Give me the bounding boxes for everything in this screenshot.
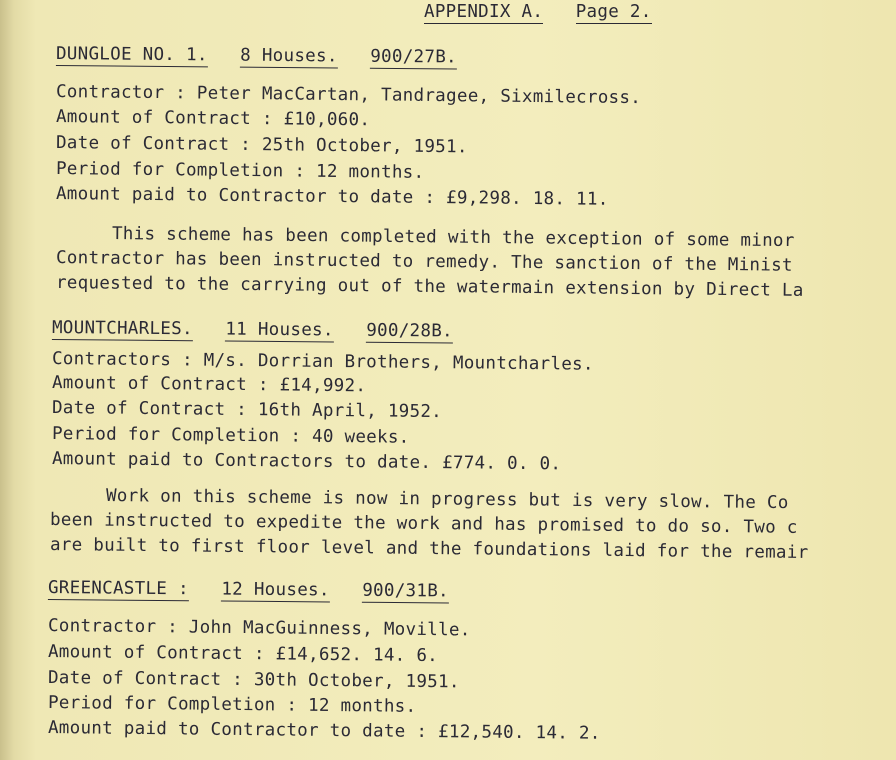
field-period: Period for Completion : 12 months.: [55, 159, 425, 183]
section-houses: 8 Houses.: [240, 45, 338, 67]
field-date: Date of Contract : 16th April, 1952.: [51, 398, 443, 423]
paragraph-line: Work on this scheme is now in progress but is very slow. The Co: [105, 486, 789, 514]
section-ref: 900/27B.: [370, 46, 458, 68]
field-contractor: Contractor : John MacGuinness, Moville.: [47, 616, 471, 641]
field-contractor: Contractor : Peter MacCartan, Tandragee, Sixmilecross.: [55, 82, 642, 109]
page-number: Page 2.: [575, 2, 652, 22]
field-contractor: Contractors : M/s. Dorrian Brothers, Mountcharles.: [51, 349, 594, 375]
field-period: Period for Completion : 12 months.: [47, 693, 417, 717]
paragraph-line: requested to the carrying out of the watermain extension by Direct La: [55, 273, 804, 301]
section-houses: 12 Houses.: [221, 579, 330, 601]
section-heading-dungloe: [56, 44, 457, 67]
section-name: DUNGLOE NO. 1.: [55, 44, 208, 66]
section-heading-greencastle: [48, 578, 449, 601]
section-name: MOUNTCHARLES.: [51, 318, 193, 340]
paragraph-line: been instructed to expedite the work and has promised to do so. Two c: [49, 510, 798, 538]
appendix-header: [424, 2, 652, 22]
paragraph-line: Contractor has been instructed to remedy. The sanction of the Minist: [55, 248, 793, 276]
field-amount: Amount of Contract : £14,652. 14. 6.: [47, 642, 439, 667]
section-ref: 900/28B.: [366, 320, 454, 342]
paragraph-line: This scheme has been completed with the exception of some minor: [111, 224, 795, 252]
field-paid: Amount paid to Contractor to date : £9,298. 18. 11.: [55, 184, 609, 210]
field-amount: Amount of Contract : £10,060.: [55, 107, 371, 131]
field-date: Date of Contract : 30th October, 1951.: [47, 668, 460, 693]
appendix-title: APPENDIX A.: [424, 2, 544, 22]
section-ref: 900/31B.: [362, 580, 450, 602]
field-date: Date of Contract : 25th October, 1951.: [55, 133, 468, 158]
section-name: GREENCASTLE :: [47, 578, 189, 600]
field-paid: Amount paid to Contractor to date : £12,540. 14. 2.: [47, 718, 601, 744]
field-period: Period for Completion : 40 weeks.: [51, 424, 410, 448]
paragraph-line: are built to first floor level and the foundations laid for the remair: [49, 535, 809, 563]
section-heading-mountcharles: [52, 318, 453, 341]
section-houses: 11 Houses.: [225, 319, 334, 341]
field-paid: Amount paid to Contractors to date. £774. 0. 0.: [51, 449, 562, 475]
field-amount: Amount of Contract : £14,992.: [51, 373, 367, 397]
